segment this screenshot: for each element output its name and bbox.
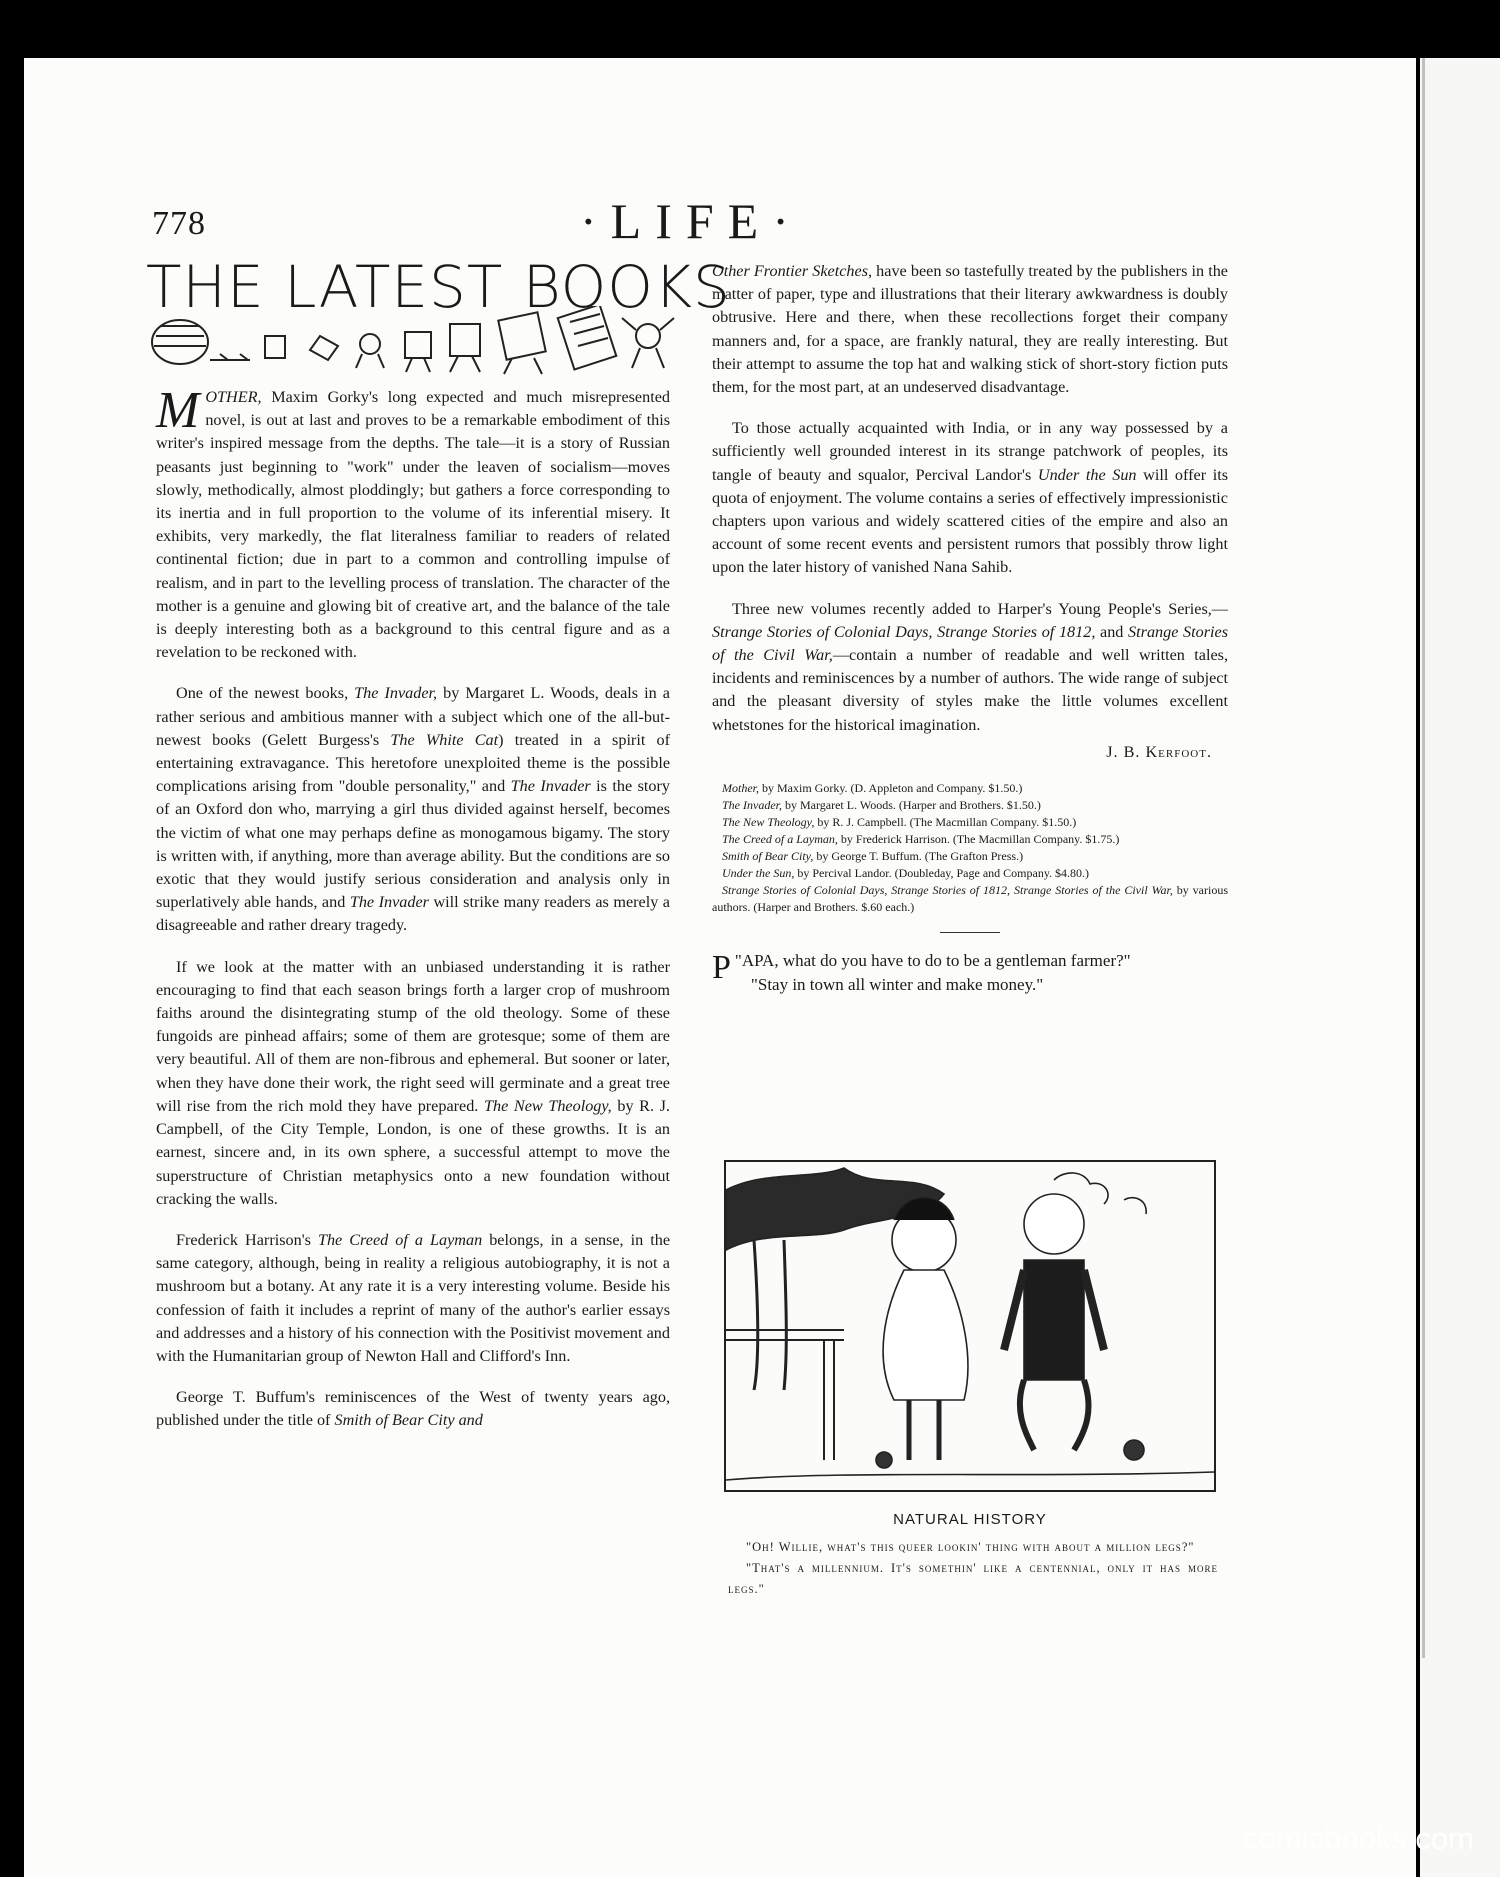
section-headline: THE LATEST BOOKS [146, 253, 731, 321]
caption-line: "Oh! Willie, what's this queer lookin' thing with about a million legs?" [746, 1540, 1195, 1554]
reference-details: by various authors. (Harper and Brothers. $.60 each.) [712, 883, 1229, 915]
reference-details: by Frederick Harrison. (The Macmillan Company. $1.75.) [837, 832, 1120, 847]
paragraph-text: is the story of an Oxford don who, marrying a girl thus divided against herself, becomes the victim of what one may perhaps define as monogamous bigamy. The story is written with, if anything, more than average ability. But the conditions are so exotic that they would justify serious consideration and analysis only in superlatively able hands, and [156, 777, 670, 912]
book-title: Other Frontier Sketches, [712, 262, 873, 280]
reference-title: Smith of Bear City, [722, 849, 814, 864]
reference-title: Mother, [722, 781, 759, 796]
masthead: ·LIFE· [580, 193, 803, 249]
book-title: The Invader [349, 893, 429, 912]
reference-title: Under the Sun, [722, 866, 795, 881]
paragraph-text: will strike many readers as merely a disagreeable and rather dreary tragedy. [156, 893, 670, 935]
paragraph-text: Frederick Harrison's [176, 1230, 318, 1249]
reference-title: The New Theology, [722, 815, 815, 830]
reference-title: Strange Stories of Colonial Days, Strange Stories of 1812, Strange Stories of the Civil War, [722, 883, 1173, 898]
paragraph-text: —contain a number of readable and well written tales, incidents and reminiscences by a number of authors. The wide range of subject and the pleasant diversity of styles make the little volumes excellent whetstones for the historical imagination. [712, 646, 1229, 734]
joke-answer: "Stay in town all winter and make money." [750, 975, 1044, 995]
book-title: The White Cat [390, 730, 499, 749]
book-title: Strange Stories of Colonial Days, Strange Stories of 1812, [712, 622, 1096, 641]
reference-details: by Percival Landor. (Doubleday, Page and Company. $4.80.) [794, 866, 1090, 881]
reference-entry [712, 814, 1228, 831]
paragraph-bear-city-continued [712, 260, 1228, 399]
reference-title: The Invader, [722, 798, 782, 813]
book-title: The Invader [510, 777, 591, 796]
reference-entry [712, 831, 1228, 848]
left-column [156, 382, 671, 1451]
headline-illustration [150, 306, 690, 376]
paragraph-strange-stories-review [712, 598, 1228, 737]
cartoon-title: NATURAL HISTORY [893, 1511, 1047, 1528]
caption-line: "That's a millennium. It's somethin' like a centennial, only it has more legs." [728, 1561, 1218, 1596]
reference-details: by Maxim Gorky. (D. Appleton and Company. $1.50.) [759, 781, 1023, 796]
next-page-edge [1420, 58, 1500, 1877]
toy-bear-icon [1124, 1440, 1144, 1460]
paragraph-text: If we look at the matter with an unbiased understanding it is rather encouraging to find that each season brings forth a larger crop of mushroom faiths around the disintegrating stump of the old theology. Some of these fungoids are pinhead affairs; some of them are grotesque; some of them are very beautiful. All of them are non-fibrous and ephemeral. But sooner or later, when they have done their work, the right seed will germinate and a great tree will rise from the rich mold they have prepared. [156, 957, 670, 1115]
reference-entry [712, 865, 1228, 882]
book-title: The Creed of a Layman [317, 1230, 483, 1249]
book-title: The New Theology, [484, 1096, 612, 1115]
book-title: OTHER, [205, 388, 262, 406]
book-title: Under the Sun [1037, 465, 1137, 484]
paragraph-mother-review [156, 382, 670, 664]
reference-title: The Creed of a Layman, [722, 832, 838, 847]
paragraph-under-the-sun-review [712, 417, 1228, 579]
reference-entry [712, 882, 1228, 916]
author-signature: J. B. Kerfoot. [1106, 742, 1212, 761]
site-watermark: comicbooks.com [1243, 1821, 1474, 1856]
reference-details: by George T. Buffum. (The Grafton Press.) [813, 849, 1024, 864]
paragraph-text: have been so tastefully treated by the publishers in the matter of paper, type and illustrations that their literary awkwardness is doubly obtrusive. Here and there, when these recollections forget their company manners and, for a space, are frankly natural, they are really interesting. But their attempt to assume the top hat and walking stick of short-story fiction puts them, for the most part, at an undeserved disadvantage. [712, 262, 1228, 397]
book-title: Strange Stories of the Civil War, [712, 622, 1229, 665]
book-icon [265, 336, 285, 358]
paragraph-text: ) treated in a spirit of entertaining extravagance. This heretofore unexploited theme is the possible complications arising from "double personality," and [156, 730, 670, 796]
reference-details: by R. J. Campbell. (The Macmillan Company. $1.50.) [814, 815, 1077, 830]
paragraph-text: Maxim Gorky's long expected and much misrepresented novel, is out at last and proves to be a remarkable embodiment of this writer's inspired message from the depths. The tale—it is a story of Russian peasants just beginning to "work" under the leaven of socialism—moves slowly, methodically, almost ploddingly; but gathers a force corresponding to its inertia and in full proportion to the volume of its inferential misery. It exhibits, very markedly, the flat literalness familiar to readers of related continental fiction; due in part to a common and controlling impulse of realism, and in part to the levelling process of translation. The character of the mother is a genuine and glowing bit of creative art, and the balance of the tale is deeply interesting both as a background to this central figure and as a revelation to be reckoned with. [156, 388, 670, 662]
paragraph-text: One of the newest books, [176, 684, 355, 703]
paragraph-text: will offer its quota of enjoyment. The volume contains a series of effectively impressionistic chapters upon various and widely scattered cities of the empire and also an account of some recent events and persistent rumors that possibly throw light upon the later history of vanished Nana Sahib. [712, 465, 1228, 577]
paragraph-bear-city-review [156, 1386, 670, 1432]
reference-details: by Margaret L. Woods. (Harper and Brothers. $1.50.) [782, 798, 1041, 813]
paragraph-text: Three new volumes recently added to Harper's Young People's Series,— [732, 599, 1228, 618]
page-gutter-line [1422, 58, 1425, 1658]
paragraph-text: belongs, in a sense, in the same category, although, being in reality a religious autobiography, it is not a mushroom but a botany. At any rate it is a very interesting volume. Beside his confession of faith it includes a reprint of many of the author's earlier essays and addresses and a history of his connection with the Positivist movement and with the Humanitarian group of Newton Hall and Clifford's Inn. [156, 1230, 671, 1365]
paragraph-text: by Margaret L. Woods, deals in a rather serious and ambitious manner with a subject which one of the all-but-newest books (Gelett Burgess's [156, 684, 670, 749]
right-column [712, 260, 1228, 997]
paragraph-text: and [1095, 622, 1129, 641]
book-title: Smith of Bear City and [334, 1411, 483, 1430]
open-quote: " [734, 951, 742, 971]
paragraph-creed-review [156, 1229, 670, 1368]
boy-head [1024, 1194, 1084, 1254]
paragraph-new-theology-review [156, 956, 670, 1211]
paragraph-text: To those actually acquainted with India, or in any way possessed by a sufficiently well grounded interest in its strange patchwork of peoples, its tangle of beauty and squalor, Percival Landor's [712, 419, 1228, 484]
page-number: 778 [152, 205, 206, 242]
joke-text: APA, what do you have to do to be a gentleman farmer?" [741, 951, 1131, 971]
book-title: The Invader, [354, 684, 438, 703]
divider [940, 932, 1000, 933]
reference-entry [712, 780, 1228, 797]
book-references [712, 780, 1228, 916]
drop-cap: P [712, 949, 731, 987]
paragraph-text: by R. J. Campbell, of the City Temple, London, is one of these growths. It is an earnest, sincere and, in its own sphere, a successful attempt to move the superstructure of Christian metaphysics onto a new foundation without cracking the walls. [156, 1096, 670, 1208]
cartoon-caption [728, 1537, 1218, 1600]
paragraph-text: George T. Buffum's reminiscences of the West of twenty years ago, published under the title of [156, 1388, 670, 1430]
cartoon-illustration [724, 1160, 1216, 1492]
reference-entry [712, 848, 1228, 865]
paragraph-invader-review [156, 682, 670, 937]
reference-entry [712, 797, 1228, 814]
drop-cap: M [156, 382, 200, 439]
